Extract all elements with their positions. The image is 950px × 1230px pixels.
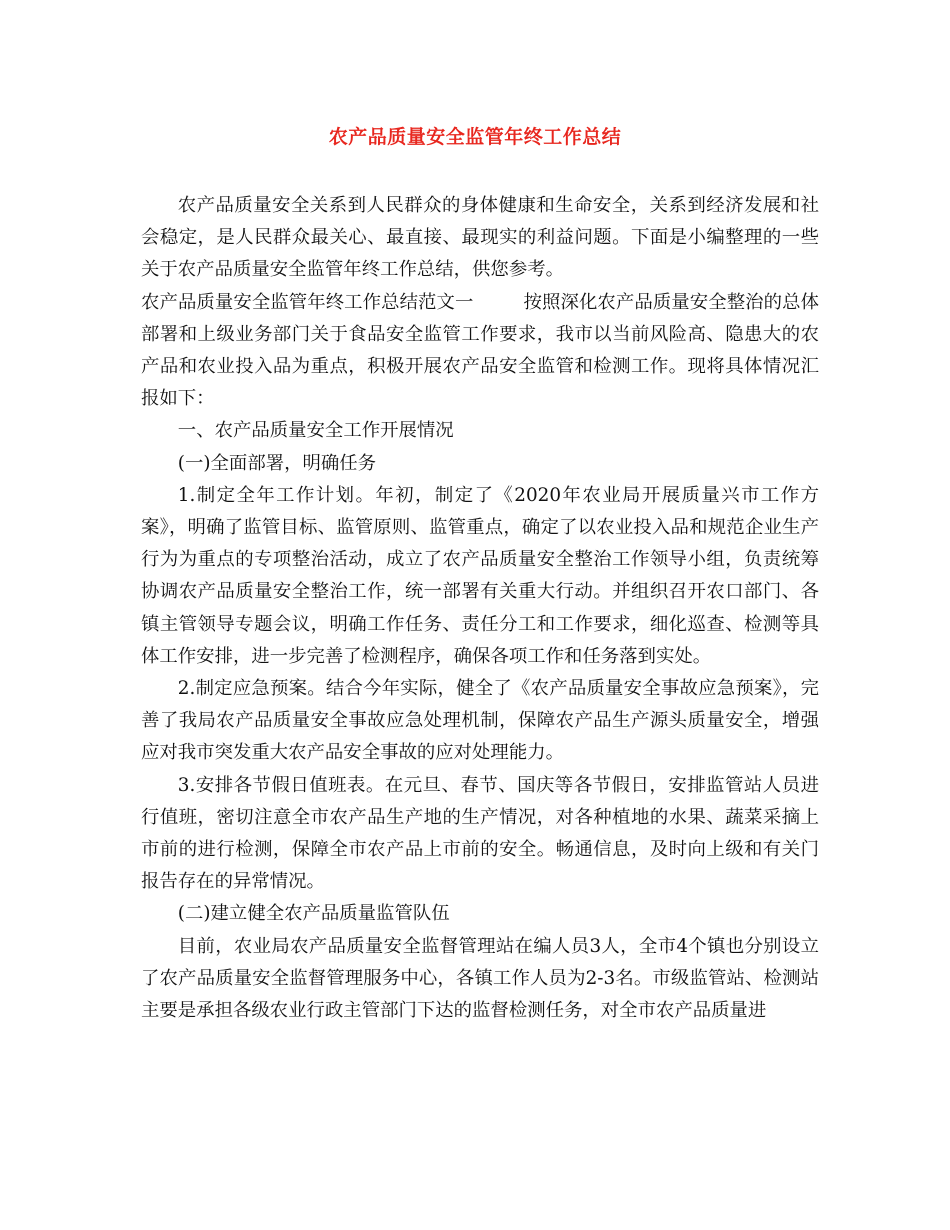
sample-paragraph bbox=[141, 287, 819, 416]
document-title: 农产品质量安全监管年终工作总结 bbox=[328, 126, 622, 148]
subsection-1-title: (一)全面部署，明确任务 bbox=[177, 452, 377, 474]
item-4-paragraph: 目前，农业局农产品质量安全监督管理站在编人员3人，全市4个镇也分别设立了农产品质量安全监督管理服务中心，各镇工作人员为2-3名。市级监管站、检测站主要是承担各级农业行政主管部门下达的监督检测任务，对全市农产品质量进 bbox=[141, 935, 819, 1022]
subsection-2-title: (二)建立健全农产品质量监管队伍 bbox=[177, 903, 450, 925]
item-1-paragraph: 1.制定全年工作计划。年初，制定了《2020年农业局开展质量兴市工作方案》，明确了监管目标、监管原则、监管重点，确定了以农业投入品和规范企业生产行为为重点的专项整治活动，成立了农产品质量安全整治工作领导小组，负责统筹协调农产品质量安全整治工作，统一部署有关重大行动。并组织召开农口部门、各镇主管领导专题会议，明确工作任务、责任分工和工作要求，细化巡查、检测等具体工作安排，进一步完善了检测程序，确保各项工作和任务落到实处。 bbox=[141, 484, 819, 667]
document-body bbox=[141, 190, 819, 1027]
sample-lead-text: 按照深化农产品质量安全整治的总体部署和上级业务部门关于食品安全监管工作要求，我市以当前风险高、隐患大的农产品和农业投入品为重点，积极开展农产品安全监管和检测工作。现将具体情况汇报如下： bbox=[141, 291, 819, 410]
item-2-paragraph: 2.制定应急预案。结合今年实际，健全了《农产品质量安全事故应急预案》，完善了我局农产品质量安全事故应急处理机制，保障农产品生产源头质量安全，增强应对我市突发重大农产品安全事故的应对处理能力。 bbox=[141, 678, 819, 764]
intro-paragraph: 农产品质量安全关系到人民群众的身体健康和生命安全，关系到经济发展和社会稳定，是人民群众最关心、最直接、最现实的利益问题。下面是小编整理的一些关于农产品质量安全监管年终工作总结，供您参考。 bbox=[141, 195, 819, 281]
section-1-title: 一、农产品质量安全工作开展情况 bbox=[177, 420, 454, 442]
item-3-paragraph: 3.安排各节假日值班表。在元旦、春节、国庆等各节假日，安排监管站人员进行值班，密切注意全市农产品生产地的生产情况，对各种植地的水果、蔬菜采摘上市前的进行检测，保障全市农产品上市前的安全。畅通信息，及时向上级和有关门报告存在的异常情况。 bbox=[141, 774, 819, 893]
sample-heading: 农产品质量安全监管年终工作总结范文一 bbox=[141, 291, 474, 313]
